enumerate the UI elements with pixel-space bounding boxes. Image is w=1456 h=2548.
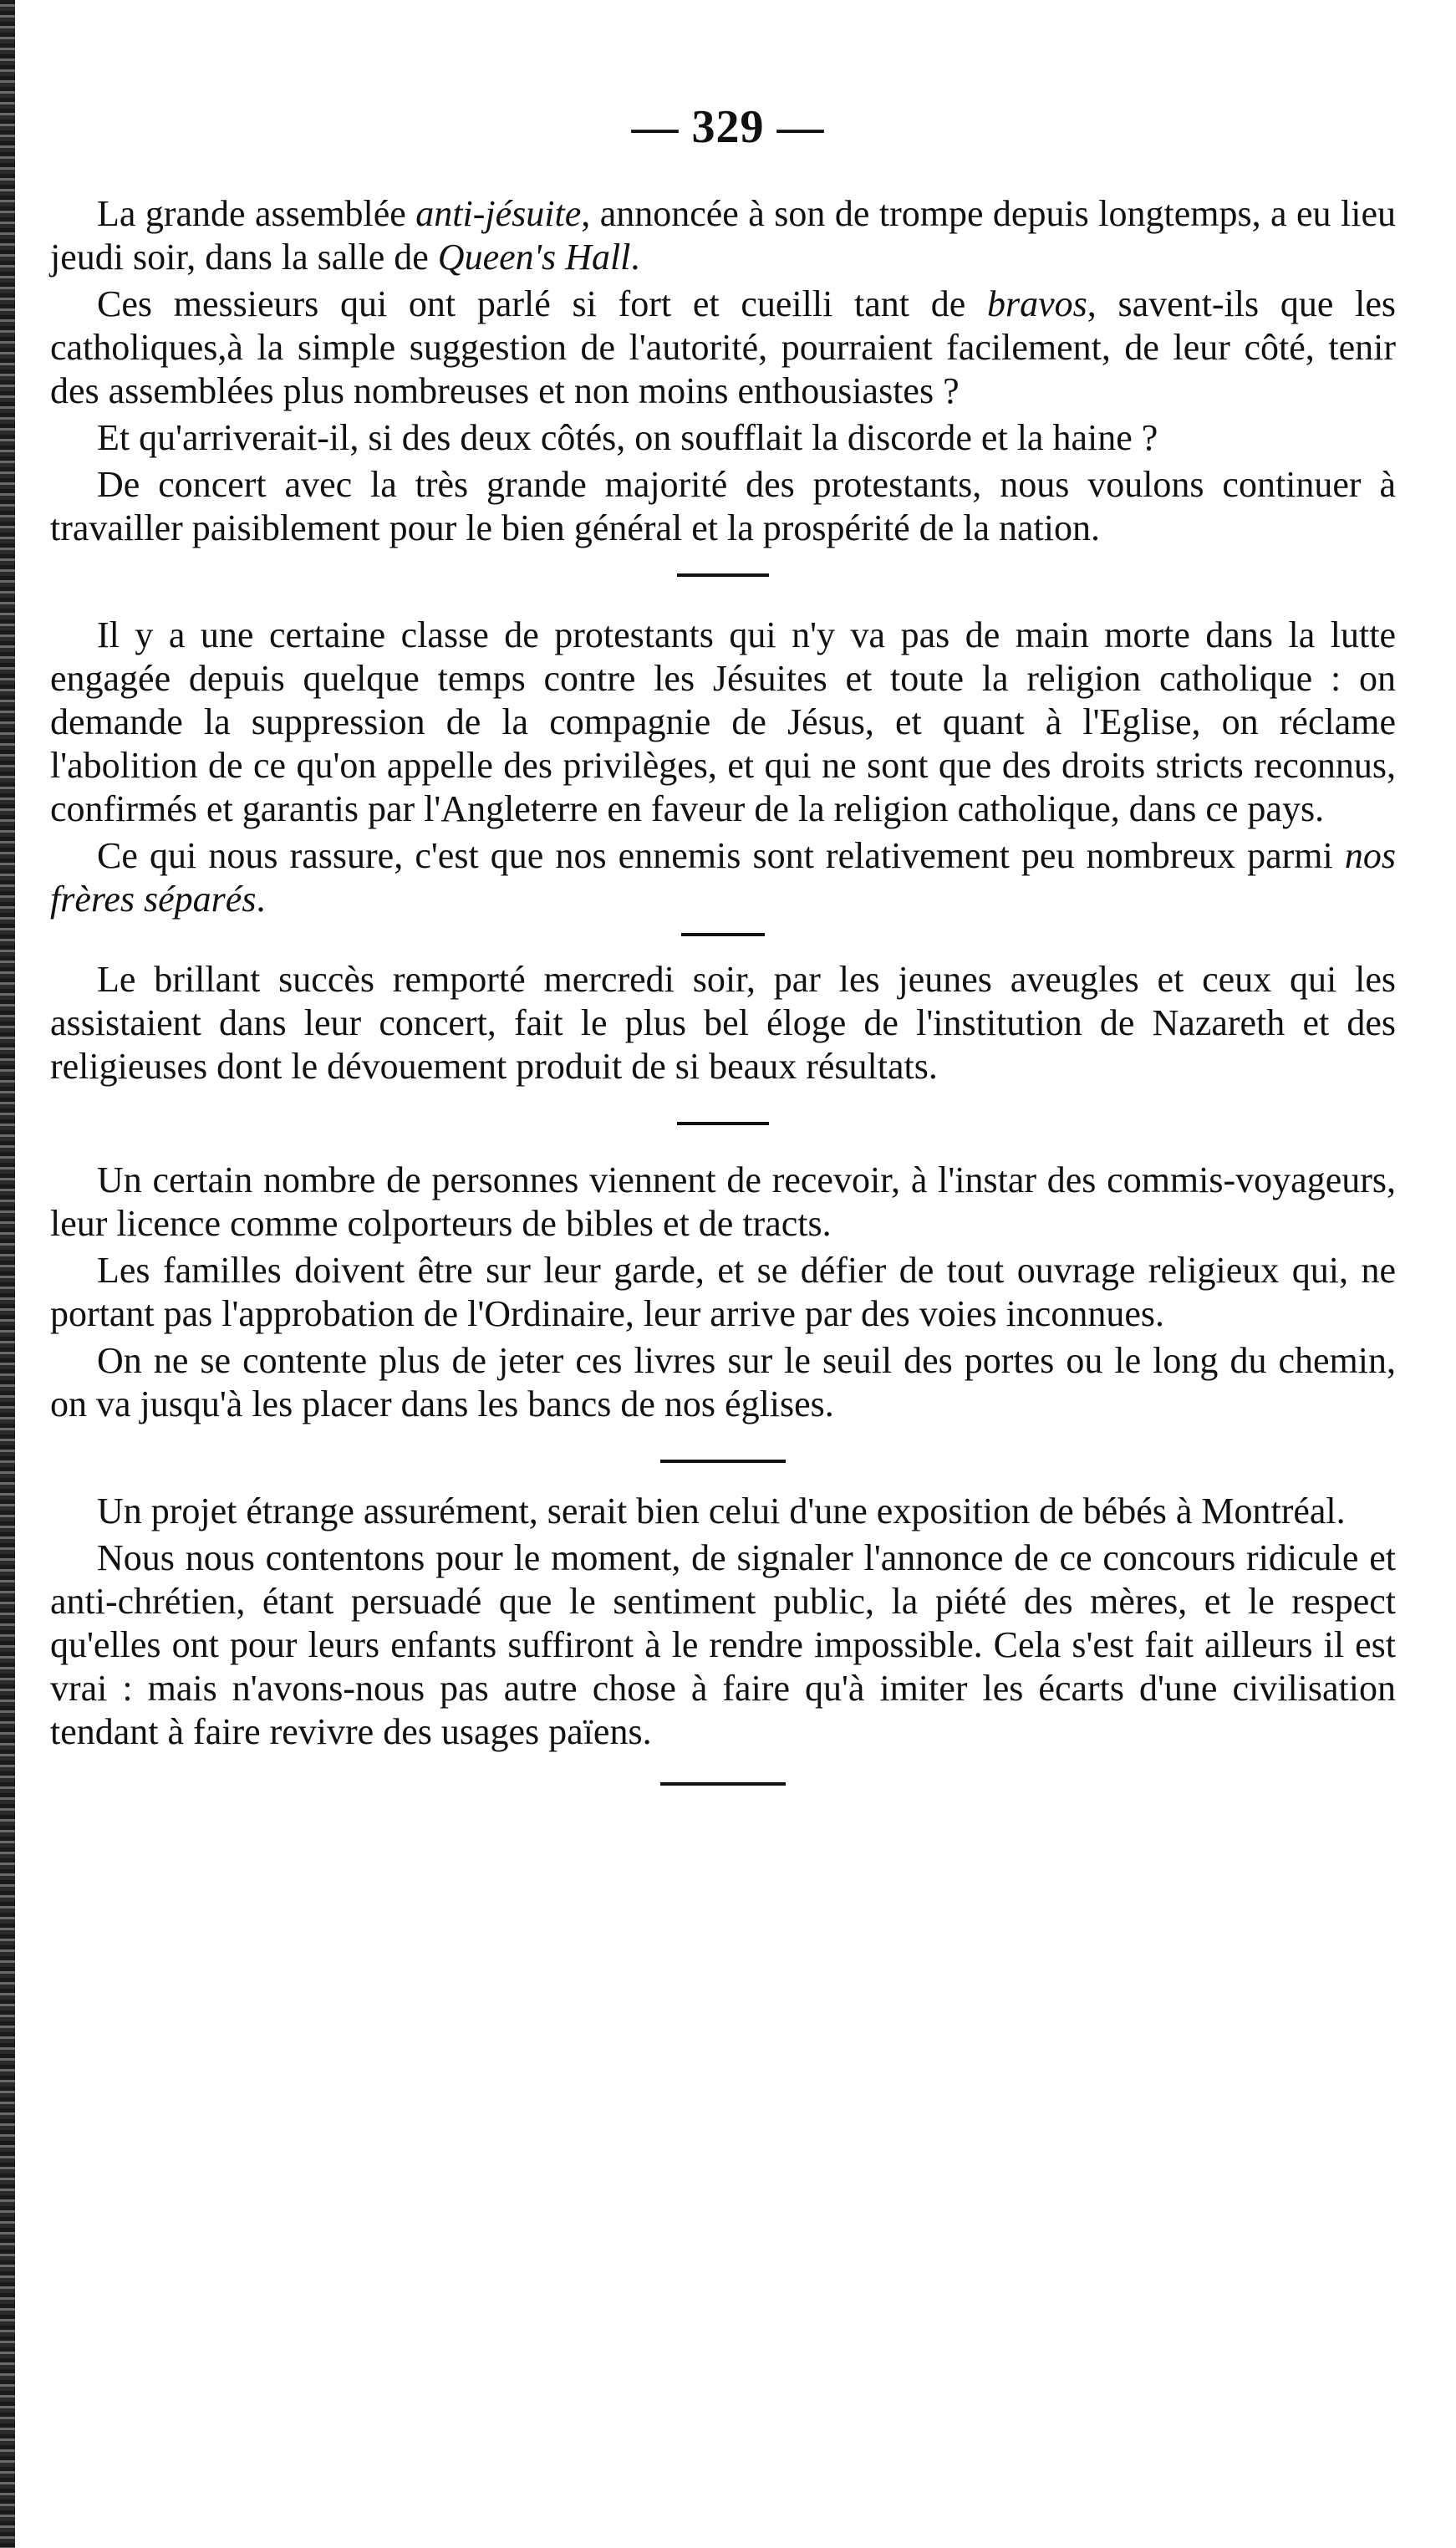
section-divider <box>677 1122 769 1125</box>
italic-term: Queen's Hall <box>437 237 631 278</box>
paragraph-catholic-assemblies <box>50 283 1396 413</box>
paragraph-few-enemies <box>50 834 1396 921</box>
paragraph-families-warning: Les familles doivent être sur leur garde, et se défier de tout ouvrage religieux qui, ne portant pas l'approbation de l'Ordinaire, leur arrive par des voies inconnues. <box>50 1250 1396 1334</box>
paragraph-discord: Et qu'arriverait-il, si des deux côtés, on soufflait la discorde et la haine ? <box>97 417 1158 458</box>
section-divider <box>660 1460 786 1463</box>
paragraph-colporteurs-licence: Un certain nombre de personnes viennent de recevoir, à l'instar des commis-voyageurs, leur licence comme colporteurs de bibles et de tracts. <box>50 1159 1396 1244</box>
section-divider <box>677 573 769 577</box>
text-segment: Ces messieurs qui ont parlé si fort et cueilli tant de <box>97 283 987 324</box>
italic-term: anti-jésuite <box>415 193 582 234</box>
text-segment: , annoncée à son de trompe depuis longtemps, a eu lieu jeudi soir, dans la salle de <box>50 193 1396 278</box>
italic-term: bravos <box>987 283 1087 324</box>
paragraph-protestant-campaign: Il y a une certaine classe de protestants qui n'y va pas de main morte dans la lutte engagée depuis quelque temps contre les Jésuites et toute la religion catholique : on demande la suppression de la compagnie de Jésus, et quant à l'Eglise, on réclame l'abolition de ce qu'on appelle des privilèges, et qui ne sont que des droits stricts reconnus, confirmés et garantis par l'Angleterre en faveur de la religion catholique, dans ce pays. <box>50 614 1396 829</box>
article-body <box>50 192 1396 1786</box>
paragraph-peaceful-work: De concert avec la très grande majorité des protestants, nous voulons continuer à travailler paisiblement pour le bien général et la prospérité de la nation. <box>50 464 1396 548</box>
paragraph-books-in-churches: On ne se contente plus de jeter ces livres sur le seuil des portes ou le long du chemin, on va jusqu'à les placer dans les bancs de nos églises. <box>50 1340 1396 1424</box>
section-divider <box>681 933 765 936</box>
section-divider <box>660 1782 786 1786</box>
paragraph-baby-exhibition: Un projet étrange assurément, serait bien celui d'une exposition de bébés à Montréal. <box>97 1491 1346 1531</box>
text-segment: . <box>256 879 266 920</box>
page-number: — 329 — <box>631 101 825 153</box>
paragraph-nazareth-concert: Le brillant succès remporté mercredi soir, par les jeunes aveugles et ceux qui les assistaient dans leur concert, fait le plus bel éloge de l'institution de Nazareth et des religieuses dont le dévouement produit de si beaux résultats. <box>50 959 1396 1087</box>
italic-term: nos frères séparés <box>50 835 1396 920</box>
paragraph-queens-hall-assembly <box>50 192 1396 279</box>
text-segment: La grande assemblée <box>97 193 416 234</box>
paragraph-anti-christian-contest: Nous nous contentons pour le moment, de signaler l'annonce de ce concours ridicule et anti-chrétien, étant persuadé que le sentiment public, la piété des mères, et le respect qu'elles ont pour leurs enfants suffiront à le rendre impossible. Cela s'est fait ailleurs il est vrai : mais n'avons-nous pas autre chose à faire qu'à imiter les écarts d'une civilisation tendant à faire revivre des usages païens. <box>50 1537 1396 1752</box>
page-binding-edge <box>0 0 15 2548</box>
text-segment: Ce qui nous rassure, c'est que nos ennemis sont relativement peu nombreux parmi <box>97 835 1345 876</box>
text-segment: . <box>630 237 640 278</box>
text-segment: , savent-ils que les catholiques,à la simple suggestion de l'autorité, pourraient facilement, de leur côté, tenir des assemblées plus nombreuses et non moins enthousiastes ? <box>50 283 1396 411</box>
